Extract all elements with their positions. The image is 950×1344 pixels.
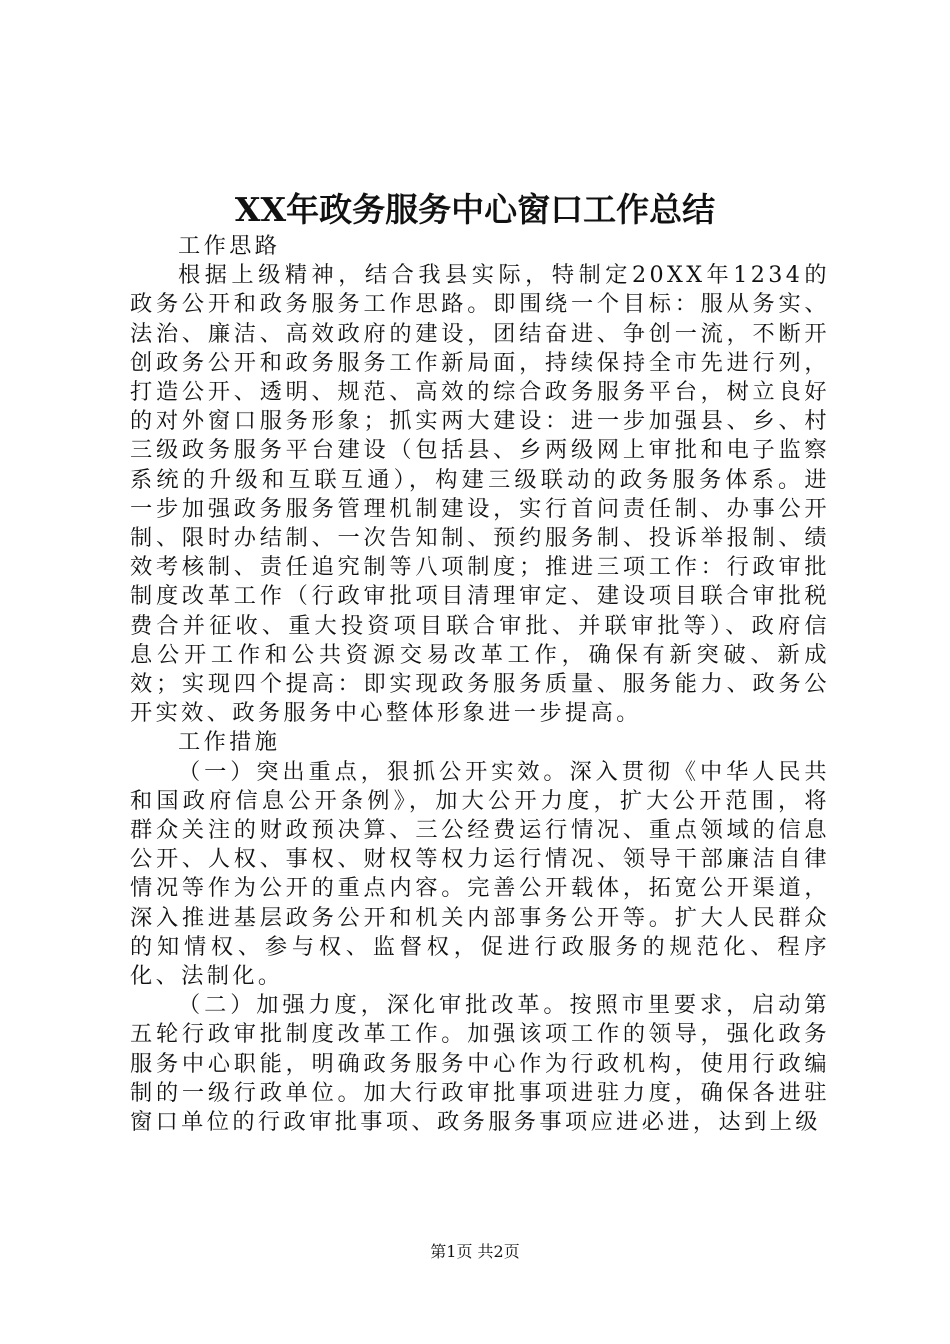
document-title: XX年政务服务中心窗口工作总结: [234, 190, 716, 229]
paragraph-work-ideas: 根据上级精神，结合我县实际，特制定20XX年1234的政务公开和政务服务工作思路。即围绕一个目标：服从务实、法治、廉洁、高效政府的建设，团结奋进、争创一流，不断开创政务公开和政务服务工作新局面，持续保持全市先进行列，打造公开、透明、规范、高效的综合政务服务平台，树立良好的对外窗口服务形象；抓实两大建设：进一步加强县、乡、村三级政务服务平台建设（包括县、乡两级网上审批和电子监察系统的升级和互联互通），构建三级联动的政务服务体系。进一步加强政务服务管理机制建设，实行首问责任制、办事公开制、限时办结制、一次告知制、预约服务制、投诉举报制、绩效考核制、责任追究制等八项制度；推进三项工作：行政审批制度改革工作（行政审批项目清理审定、建设项目联合审批税费合并征收、重大投资项目联合审批、并联审批等）、政府信息公开工作和公共资源交易改革工作，确保有新突破、新成效；实现四个提高：即实现政务服务质量、服务能力、政务公开实效、政务服务中心整体形象进一步提高。: [130, 262, 830, 727]
paragraph-measure-1: （一）突出重点，狠抓公开实效。深入贯彻《中华人民共和国政府信息公开条例》，加大公开力度，扩大公开范围，将群众关注的财政预决算、三公经费运行情况、重点领域的信息公开、人权、事权、财权等权力运行情况、领导干部廉洁自律情况等作为公开的重点内容。完善公开载体，拓宽公开渠道，深入推进基层政务公开和机关内部事务公开等。扩大人民群众的知情权、参与权、监督权，促进行政服务的规范化、程序化、法制化。: [130, 758, 830, 990]
page-number-footer: 第1页 共2页: [430, 1242, 520, 1261]
paragraph-measure-2: （二）加强力度，深化审批改革。按照市里要求，启动第五轮行政审批制度改革工作。加强该项工作的领导，强化政务服务中心职能，明确政务服务中心作为行政机构，使用行政编制的一级行政单位。加大行政审批事项进驻力度，确保各进驻窗口单位的行政审批事项、政务服务事项应进必进，达到上级: [130, 992, 830, 1136]
section-heading-work-measures: 工作措施: [178, 729, 281, 756]
document-body: [130, 232, 830, 1137]
section-heading-work-ideas: 工作思路: [178, 233, 281, 259]
